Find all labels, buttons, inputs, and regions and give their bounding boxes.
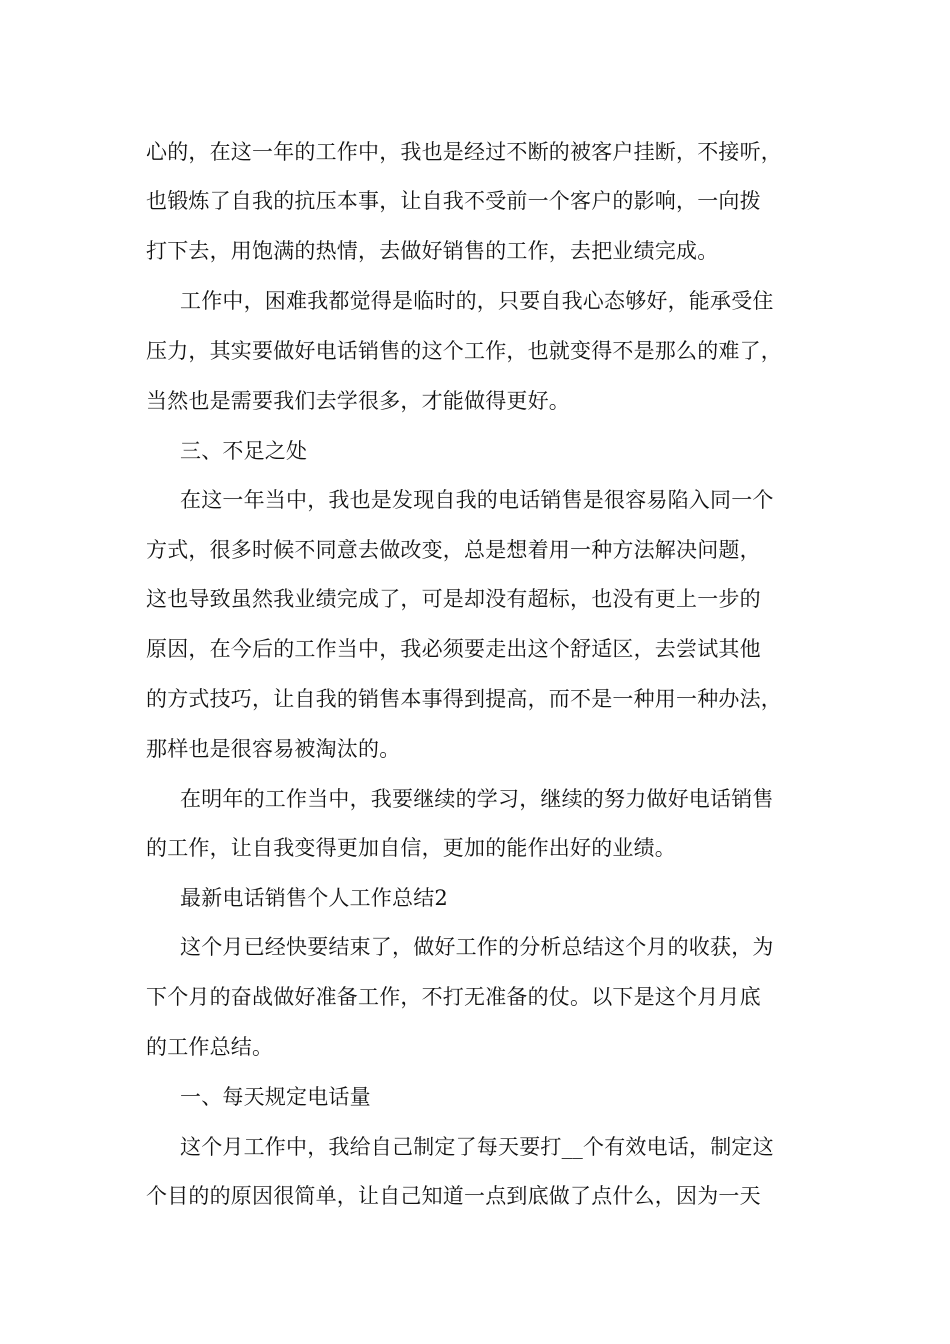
text-line: 那样也是很容易被淘汰的。 [146,737,401,761]
text-line: 原因，在今后的工作当中，我必须要走出这个舒适区，去尝试其他 [146,637,761,661]
section-heading: 一、每天规定电话量 [180,1085,371,1109]
text-line: 心的，在这一年的工作中，我也是经过不断的被客户挂断，不接听， [146,140,782,164]
text-line: 的方式技巧，让自我的销售本事得到提高，而不是一种用一种办法， [146,687,782,711]
text-line: 的工作总结。 [146,1035,274,1059]
document-title: 最新电话销售个人工作总结2 [180,886,448,910]
text-line: 个目的的原因很简单，让自己知道一点到底做了点什么，因为一天 [146,1184,761,1208]
section-heading: 三、不足之处 [180,439,308,463]
paragraph-start-line: 工作中，困难我都觉得是临时的，只要自我心态够好，能承受住 [180,289,774,313]
text-line: 也锻炼了自我的抗压本事，让自我不受前一个客户的影响，一向拨 [146,189,761,213]
text-line: 压力，其实要做好电话销售的这个工作，也就变得不是那么的难了， [146,339,782,363]
text-line: 这也导致虽然我业绩完成了，可是却没有超标，也没有更上一步的 [146,587,761,611]
paragraph-start-line: 这个月已经快要结束了，做好工作的分析总结这个月的收获，为 [180,935,774,959]
text-line: 打下去，用饱满的热情，去做好销售的工作，去把业绩完成。 [146,239,719,263]
text-line: 方式，很多时候不同意去做改变，总是想着用一种方法解决问题， [146,538,761,562]
text-line: 的工作，让自我变得更加自信，更加的能作出好的业绩。 [146,836,676,860]
text-line: 下个月的奋战做好准备工作，不打无准备的仗。以下是这个月月底 [146,985,761,1009]
text-line: 当然也是需要我们去学很多，才能做得更好。 [146,389,570,413]
paragraph-start-line: 这个月工作中，我给自己制定了每天要打__个有效电话，制定这 [180,1135,774,1159]
paragraph-start-line: 在明年的工作当中，我要继续的学习，继续的努力做好电话销售 [180,787,774,811]
paragraph-start-line: 在这一年当中，我也是发现自我的电话销售是很容易陷入同一个 [180,488,774,512]
